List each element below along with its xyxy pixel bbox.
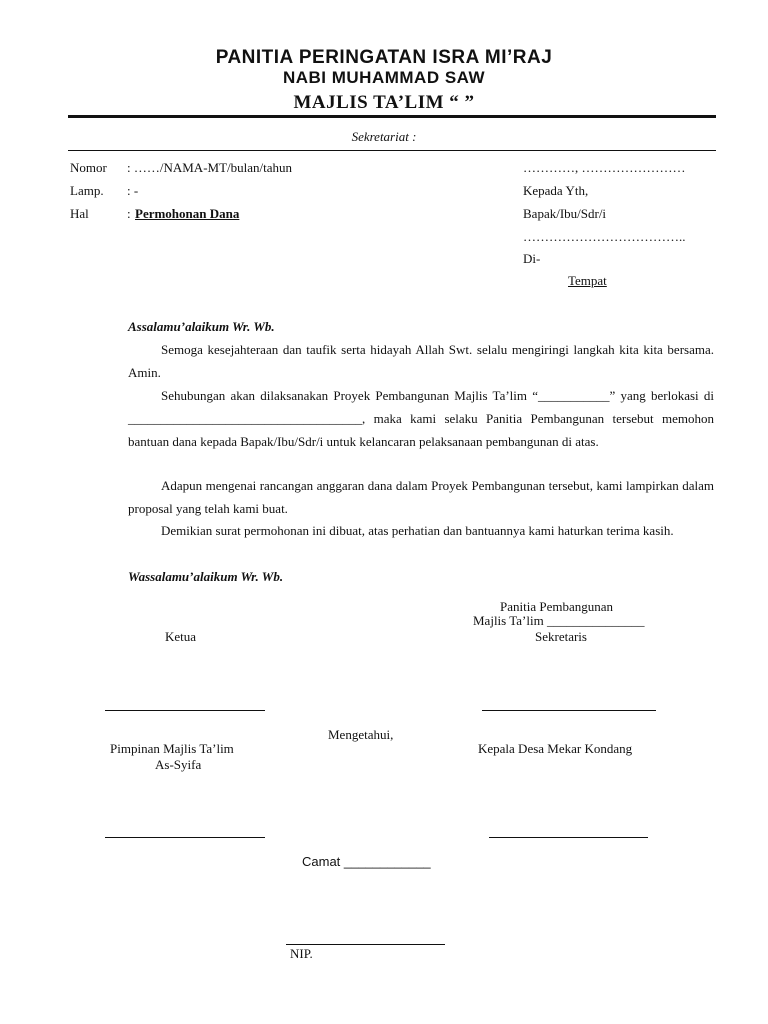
paragraph-4 [128, 520, 714, 543]
recipient-di: Di- [523, 251, 541, 266]
header-title-line3: MAJLIS TA’LIM “ ” [293, 92, 475, 113]
sekretaris-signature-line [482, 710, 656, 711]
recipient-name-blank: ……………………………….. [523, 229, 686, 244]
paragraph-3 [128, 475, 714, 521]
place-date: …………, …………………… [523, 160, 686, 175]
ketua-signature-line [105, 710, 265, 711]
ketua-label: Ketua [165, 629, 197, 644]
kepala-desa-label: Kepala Desa Mekar Kondang [478, 741, 633, 756]
paragraph-1-text: Semoga kesejahteraan dan taufik serta hidayah Allah Swt. selalu mengiringi langkah kita kita bersama. Amin. [128, 342, 714, 380]
hal-value: Permohonan Dana [135, 206, 240, 221]
camat-label: Camat ____________ [302, 854, 431, 869]
lamp-value: : - [127, 183, 139, 198]
hal-label: Hal [70, 206, 89, 221]
paragraph-4-text: Demikian surat permohonan ini dibuat, atas perhatian dan bantuannya kami haturkan terima kasih. [161, 523, 674, 538]
nip-label: NIP. [290, 946, 313, 961]
nomor-value: : ……/NAMA-MT/bulan/tahun [127, 160, 293, 175]
recipient-tempat: Tempat [568, 273, 607, 288]
paragraph-2-text: Sehubungan akan dilaksanakan Proyek Pembangunan Majlis Ta’lim “___________” yang berlokasi di ____________________________________, maka kami selaku Panitia Pembangunan tersebut memohon bantuan dana kepada Bapak/Ibu/Sdr/i untuk kelancaran pelaksanaan pembangunan di atas. [128, 388, 714, 449]
recipient-title: Bapak/Ibu/Sdr/i [523, 206, 607, 221]
header-title-line2: NABI MUHAMMAD SAW [282, 68, 486, 87]
header-title-line1: PANITIA PERINGATAN ISRA MI’RAJ [215, 47, 553, 68]
committee-label: Panitia Pembangunan [500, 599, 614, 614]
closing: Wassalamu’alaikum Wr. Wb. [128, 569, 284, 584]
camat-signature-line [286, 944, 445, 945]
paragraph-2 [128, 385, 714, 453]
kepada-yth: Kepada Yth, [523, 183, 589, 198]
hal-colon: : [127, 206, 131, 221]
majlis-label: Majlis Ta’lim _______________ [473, 613, 645, 628]
lamp-label: Lamp. [70, 183, 104, 198]
mengetahui-label: Mengetahui, [328, 727, 394, 742]
nomor-label: Nomor [70, 160, 107, 175]
sekretaris-label: Sekretaris [535, 629, 587, 644]
pimpinan-label: Pimpinan Majlis Ta’lim [110, 741, 234, 756]
salutation: Assalamu’alaikum Wr. Wb. [128, 319, 275, 334]
header-rule-thin [68, 150, 716, 151]
paragraph-1 [128, 339, 714, 385]
paragraph-3-text: Adapun mengenai rancangan anggaran dana dalam Proyek Pembangunan tersebut, kami lampirkan dalam proposal yang telah kami buat. [128, 478, 714, 516]
pimpinan-signature-line [105, 837, 265, 838]
kepala-desa-signature-line [489, 837, 648, 838]
header-rule-thick [68, 115, 716, 118]
secretariat-label: Sekretariat : [351, 129, 417, 144]
pimpinan-name: As-Syifa [155, 757, 202, 772]
